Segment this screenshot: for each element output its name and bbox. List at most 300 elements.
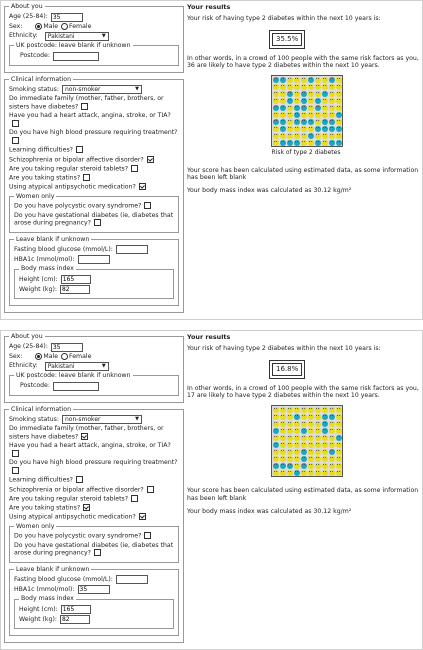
unaffected-person-icon [336,105,342,111]
question-checkbox[interactable] [81,433,88,440]
risk-crowd-grid [271,75,343,147]
height-input[interactable] [61,605,91,614]
unaffected-person-icon [287,470,293,476]
unaffected-person-icon [301,133,307,139]
unaffected-person-icon [301,470,307,476]
question-row [9,95,179,111]
unaffected-person-icon [308,442,314,448]
affected-person-icon [336,140,342,146]
affected-person-icon [315,98,321,104]
about-you-section [4,333,184,403]
affected-person-icon [308,133,314,139]
women-questions [14,202,174,227]
unaffected-person-icon [322,435,328,441]
question-row [9,486,179,494]
affected-person-icon [294,140,300,146]
unaffected-person-icon [322,456,328,462]
input-column [4,3,184,316]
affected-person-icon [294,470,300,476]
unaffected-person-icon [308,449,314,455]
unaffected-person-icon [273,126,279,132]
height-label: Height (cm): [19,275,58,283]
clinical-legend: Clinical information [11,75,71,83]
unaffected-person-icon [336,442,342,448]
question-row [9,112,179,128]
unaffected-person-icon [294,435,300,441]
unaffected-person-icon [315,119,321,125]
male-radio[interactable] [35,353,42,360]
unaffected-person-icon [322,407,328,413]
affected-person-icon [315,105,321,111]
question-text: Learning difficulties? [9,476,73,484]
affected-person-icon [329,119,335,125]
unaffected-person-icon [329,456,335,462]
hba1c-label: HBA1c (mmol/mol): [14,255,75,263]
question-row [9,442,179,458]
unaffected-person-icon [336,407,342,413]
crowd-text: In other words, in a crowd of 100 people with the same risk factors as you, 17 are likely to have type 2 diabetes within the next 10 years. [187,384,419,400]
unaffected-person-icon [273,91,279,97]
ethnicity-select[interactable] [45,362,109,371]
unaffected-person-icon [287,105,293,111]
leave-blank-legend: Leave blank if unknown [16,235,90,243]
unaffected-person-icon [280,456,286,462]
unaffected-person-icon [301,112,307,118]
question-text: Do immediate family (mother, father, brothers, or sisters have diabetes? [9,95,164,111]
unaffected-person-icon [308,84,314,90]
question-row [14,532,174,540]
clinical-legend: Clinical information [11,405,71,413]
affected-person-icon [336,112,342,118]
question-text: Do you have high blood pressure requiring treatment? [9,129,178,137]
affected-person-icon [336,435,342,441]
results-column [187,333,420,520]
unaffected-person-icon [336,414,342,420]
affected-person-icon [301,119,307,125]
male-label: Male [43,352,59,360]
women-only-legend: Women only [16,522,55,530]
affected-person-icon [301,449,307,455]
affected-person-icon [322,421,328,427]
affected-person-icon [287,91,293,97]
about-you-legend: About you [11,333,43,340]
postcode-input[interactable] [53,52,99,61]
affected-person-icon [294,105,300,111]
question-row [9,183,179,191]
question-text: Do immediate family (mother, father, brothers, or sisters have diabetes? [9,425,164,441]
question-checkbox[interactable] [144,532,151,539]
unaffected-person-icon [287,435,293,441]
unaffected-person-icon [280,421,286,427]
question-row [14,202,174,210]
unaffected-person-icon [287,442,293,448]
affected-person-icon [294,119,300,125]
hba1c-input[interactable] [78,255,110,264]
unaffected-person-icon [287,456,293,462]
clinical-section [4,406,184,644]
postcode-legend: UK postcode: leave blank if unknown [16,41,131,49]
calculator-panel-2 [0,330,423,650]
question-text: Are you taking statins? [9,174,81,182]
unaffected-person-icon [308,421,314,427]
unaffected-person-icon [322,463,328,469]
estimated-data-note: Your score has been calculated using estimated data, as some information has been left blank [187,487,419,502]
unaffected-person-icon [287,428,293,434]
unaffected-person-icon [280,407,286,413]
unaffected-person-icon [315,77,321,83]
unaffected-person-icon [287,407,293,413]
unaffected-person-icon [329,442,335,448]
bmi-legend: Body mass index [21,595,74,603]
unaffected-person-icon [322,133,328,139]
unaffected-person-icon [315,407,321,413]
unaffected-person-icon [287,449,293,455]
bmi-result: Your body mass index was calculated as 30.12 kg/m² [187,187,352,194]
unaffected-person-icon [329,98,335,104]
question-checkbox[interactable] [12,450,19,457]
unaffected-person-icon [336,91,342,97]
chevron-down-icon: ▼ [101,32,106,39]
unaffected-person-icon [280,470,286,476]
unaffected-person-icon [322,77,328,83]
unaffected-person-icon [273,133,279,139]
results-column [187,3,420,200]
unaffected-person-icon [301,442,307,448]
postcode-label: Postcode: [20,52,50,60]
age-input[interactable] [51,343,83,352]
unaffected-person-icon [287,77,293,83]
unaffected-person-icon [280,449,286,455]
glucose-label: Fasting blood glucose (mmol/L): [14,245,113,253]
height-input[interactable] [61,275,91,284]
question-checkbox[interactable] [83,504,90,511]
unaffected-person-icon [301,414,307,420]
unaffected-person-icon [329,463,335,469]
unaffected-person-icon [308,140,314,146]
calculator-panel-1 [0,0,423,320]
affected-person-icon [301,98,307,104]
question-row [14,542,174,558]
affected-person-icon [315,126,321,132]
unaffected-person-icon [301,140,307,146]
postcode-label: Postcode: [20,382,50,390]
unaffected-person-icon [294,456,300,462]
question-row [9,425,179,441]
smoking-select[interactable] [62,415,142,424]
unaffected-person-icon [287,126,293,132]
question-row [9,476,179,484]
age-input[interactable] [51,13,83,22]
risk-text: Your risk of having type 2 diabetes within the next 10 years is: [187,15,381,22]
unaffected-person-icon [287,133,293,139]
question-text: Using atypical antipsychotic medication? [9,513,136,521]
unaffected-person-icon [294,407,300,413]
unaffected-person-icon [336,98,342,104]
affected-person-icon [273,428,279,434]
unaffected-person-icon [336,470,342,476]
question-text: Do you have polycystic ovary syndrome? [14,532,142,540]
women-only-legend: Women only [16,192,55,200]
smoking-select[interactable] [62,85,142,94]
affected-person-icon [294,112,300,118]
unaffected-person-icon [329,91,335,97]
unaffected-person-icon [315,133,321,139]
unaffected-person-icon [322,105,328,111]
unaffected-person-icon [322,98,328,104]
question-text: Learning difficulties? [9,146,73,154]
question-checkbox[interactable] [94,549,101,556]
question-checkbox[interactable] [12,137,19,144]
grid-caption: Risk of type 2 diabetes [271,149,341,156]
unaffected-person-icon [308,98,314,104]
sex-label: Sex: [9,22,23,30]
affected-person-icon [322,428,328,434]
smoking-value: non-smoker [64,416,101,424]
unaffected-person-icon [280,84,286,90]
leave-blank-section [9,236,179,307]
unaffected-person-icon [308,428,314,434]
affected-person-icon [287,463,293,469]
chevron-down-icon: ▼ [101,362,106,369]
unaffected-person-icon [329,435,335,441]
unaffected-person-icon [273,470,279,476]
unaffected-person-icon [322,112,328,118]
ethnicity-select[interactable] [45,32,109,41]
question-row [14,212,174,228]
postcode-section [9,372,179,396]
unaffected-person-icon [322,140,328,146]
question-text: Do you have polycystic ovary syndrome? [14,202,142,210]
unaffected-person-icon [280,442,286,448]
unaffected-person-icon [301,84,307,90]
age-label: Age (25-84): [9,13,48,21]
unaffected-person-icon [294,84,300,90]
affected-person-icon [336,126,342,132]
unaffected-person-icon [315,442,321,448]
affected-person-icon [329,449,335,455]
ethnicity-label: Ethnicity: [9,32,38,40]
input-column [4,333,184,646]
question-checkbox[interactable] [76,146,83,153]
about-you-section [4,3,184,73]
unaffected-person-icon [336,119,342,125]
smoking-value: non-smoker [64,86,101,94]
unaffected-person-icon [336,77,342,83]
unaffected-person-icon [315,456,321,462]
affected-person-icon [280,105,286,111]
affected-person-icon [273,442,279,448]
about-you-legend: About you [11,3,43,10]
unaffected-person-icon [308,456,314,462]
glucose-input[interactable] [116,245,148,254]
unaffected-person-icon [336,456,342,462]
question-row [9,129,179,145]
unaffected-person-icon [308,105,314,111]
female-radio[interactable] [61,353,68,360]
women-only-section [9,523,179,563]
question-checkbox[interactable] [139,183,146,190]
unaffected-person-icon [315,91,321,97]
question-checkbox[interactable] [139,513,146,520]
affected-person-icon [301,105,307,111]
unaffected-person-icon [273,421,279,427]
unaffected-person-icon [336,133,342,139]
question-text: Are you taking regular steroid tablets? [9,495,129,503]
unaffected-person-icon [322,449,328,455]
unaffected-person-icon [294,133,300,139]
affected-person-icon [280,126,286,132]
unaffected-person-icon [329,133,335,139]
unaffected-person-icon [294,91,300,97]
risk-crowd-grid [271,405,343,477]
unaffected-person-icon [294,442,300,448]
hba1c-input[interactable] [78,585,110,594]
unaffected-person-icon [287,421,293,427]
unaffected-person-icon [273,140,279,146]
affected-person-icon [280,140,286,146]
unaffected-person-icon [315,435,321,441]
unaffected-person-icon [280,98,286,104]
unaffected-person-icon [308,470,314,476]
question-checkbox[interactable] [12,467,19,474]
unaffected-person-icon [308,407,314,413]
bmi-section [14,595,174,629]
question-checkbox[interactable] [76,476,83,483]
ethnicity-label: Ethnicity: [9,362,38,370]
unaffected-person-icon [329,105,335,111]
unaffected-person-icon [329,470,335,476]
question-text: Are you taking regular steroid tablets? [9,165,129,173]
affected-person-icon [322,119,328,125]
weight-input[interactable] [60,285,90,294]
unaffected-person-icon [273,456,279,462]
smoking-label: Smoking status: [9,415,59,423]
unaffected-person-icon [315,84,321,90]
affected-person-icon [322,126,328,132]
unaffected-person-icon [287,119,293,125]
bmi-section [14,265,174,299]
question-text: Are you taking statins? [9,504,81,512]
unaffected-person-icon [315,449,321,455]
unaffected-person-icon [287,112,293,118]
unaffected-person-icon [308,414,314,420]
affected-person-icon [322,414,328,420]
unaffected-person-icon [301,435,307,441]
glucose-label: Fasting blood glucose (mmol/L): [14,575,113,583]
results-heading: Your results [187,333,231,341]
question-row [9,156,179,164]
risk-score: 16.8% [272,363,302,376]
affected-person-icon [287,98,293,104]
unaffected-person-icon [329,407,335,413]
question-row [9,174,179,182]
question-text: Schizophrenia or bipolar affective disorder? [9,156,144,163]
smoking-label: Smoking status: [9,85,59,93]
question-checkbox[interactable] [83,174,90,181]
sex-label: Sex: [9,352,23,360]
affected-person-icon [308,119,314,125]
unaffected-person-icon [273,435,279,441]
question-checkbox[interactable] [131,495,138,502]
unaffected-person-icon [294,421,300,427]
affected-person-icon [315,140,321,146]
affected-person-icon [308,77,314,83]
unaffected-person-icon [322,84,328,90]
ethnicity-value: Pakistani [47,32,75,40]
question-checkbox[interactable] [131,165,138,172]
affected-person-icon [273,77,279,83]
question-row [9,513,179,521]
question-row [9,495,179,503]
unaffected-person-icon [315,428,321,434]
affected-person-icon [280,119,286,125]
unaffected-person-icon [301,407,307,413]
female-label: Female [69,22,92,30]
affected-person-icon [322,91,328,97]
unaffected-person-icon [329,84,335,90]
unaffected-person-icon [336,449,342,455]
unaffected-person-icon [294,463,300,469]
affected-person-icon [301,428,307,434]
unaffected-person-icon [329,428,335,434]
question-checkbox[interactable] [94,219,101,226]
question-text: Schizophrenia or bipolar affective disorder? [9,486,144,493]
affected-person-icon [273,463,279,469]
unaffected-person-icon [308,463,314,469]
unaffected-person-icon [287,414,293,420]
unaffected-person-icon [280,112,286,118]
glucose-input[interactable] [116,575,148,584]
ethnicity-value: Pakistani [47,362,75,370]
female-radio[interactable] [61,23,68,30]
question-text: Have you had a heart attack, angina, stroke, or TIA? [9,112,171,120]
weight-input[interactable] [60,615,90,624]
weight-label: Weight (kg): [19,615,57,623]
postcode-input[interactable] [53,382,99,391]
question-row [9,504,179,512]
unaffected-person-icon [273,449,279,455]
affected-person-icon [287,140,293,146]
unaffected-person-icon [273,84,279,90]
unaffected-person-icon [329,112,335,118]
question-text: Do you have gestational diabetes (ie, diabetes that arose during pregnancy? [14,211,174,227]
height-label: Height (cm): [19,605,58,613]
question-checkbox[interactable] [144,202,151,209]
bmi-result: Your body mass index was calculated as 30.12 kg/m² [187,507,352,515]
question-checkbox[interactable] [81,103,88,110]
unaffected-person-icon [280,414,286,420]
male-radio[interactable] [35,23,42,30]
unaffected-person-icon [336,421,342,427]
unaffected-person-icon [294,449,300,455]
unaffected-person-icon [287,84,293,90]
unaffected-person-icon [280,91,286,97]
affected-person-icon [280,463,286,469]
unaffected-person-icon [294,98,300,104]
unaffected-person-icon [315,470,321,476]
question-checkbox[interactable] [147,156,154,163]
leave-blank-section [9,566,179,637]
postcode-legend: UK postcode: leave blank if unknown [16,371,131,379]
question-checkbox[interactable] [12,120,19,127]
affected-person-icon [329,414,335,420]
unaffected-person-icon [301,126,307,132]
unaffected-person-icon [273,414,279,420]
question-row [9,165,179,173]
question-checkbox[interactable] [147,486,154,493]
unaffected-person-icon [294,428,300,434]
clinical-questions [9,95,179,191]
